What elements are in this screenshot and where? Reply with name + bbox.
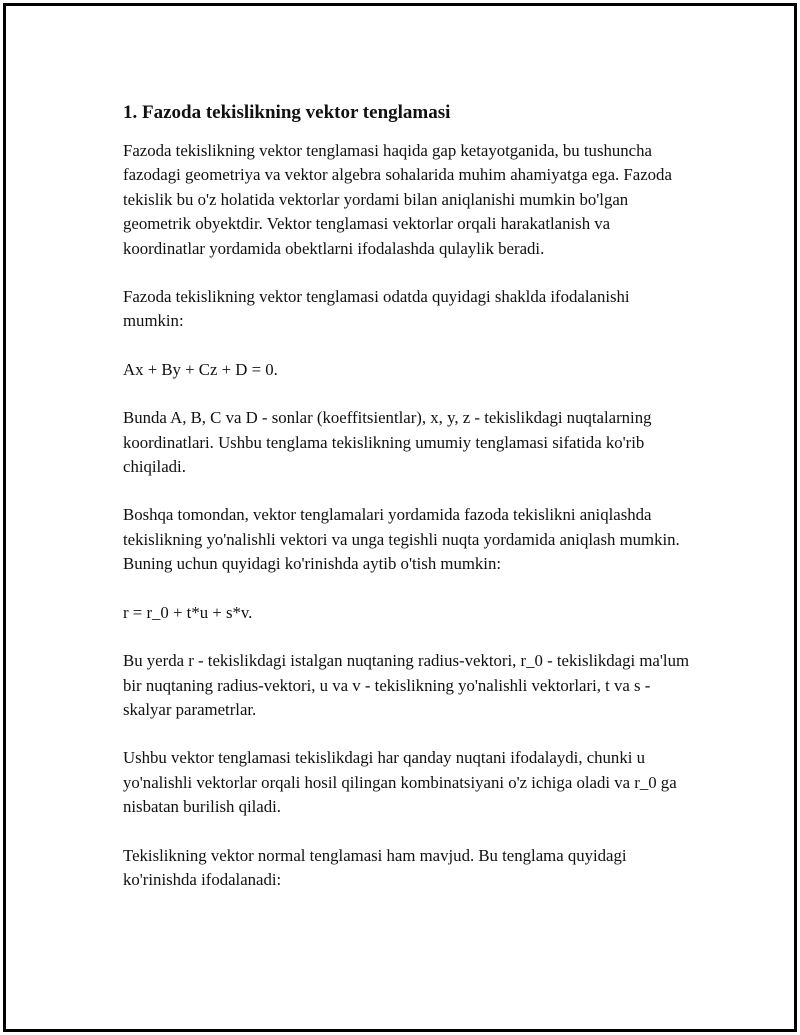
equation-general: Ax + By + Cz + D = 0. xyxy=(123,359,278,379)
section-heading: 1. Fazoda tekislikning vektor tenglamasi xyxy=(123,102,451,123)
equation-vector: r = r_0 + t*u + s*v. xyxy=(123,602,253,622)
paragraph-radius-vector: Bu yerda r - tekislikdagi istalgan nuqtaning radius-vektori, r_0 - tekislikdagi ma'lum bir nuqtaning radius-vektori, u va v - tekislikning yo'nalishli vektorlari, t va s - skalyar parametrlar. xyxy=(123,651,690,719)
document-body xyxy=(123,99,693,916)
paragraph-intro: Fazoda tekislikning vektor tenglamasi haqida gap ketayotganida, bu tushuncha fazodagi geometriya va vektor algebra sohalarida muhim ahamiyatga ega. Fazoda tekislik bu o'z holatida vektorlar yordami bilan aniqlanishi mumkin bo'lgan geometrik obyektdir. Vektor tenglamasi vektorlar orqali harakatlanish va koordinatlar yordamida obektlarni ifodalashda qulaylik beradi. xyxy=(123,141,672,258)
paragraph-combination: Ushbu vektor tenglamasi tekislikdagi har qanday nuqtani ifodalaydi, chunki u yo'nalishli vektorlar orqali hosil qilingan kombinatsiyani o'z ichiga oladi va r_0 ga nisbatan burilish qiladi. xyxy=(123,748,677,817)
paragraph-normal: Tekislikning vektor normal tenglamasi ham mavjud. Bu tenglama quyidagi ko'rinishda ifodalanadi: xyxy=(123,845,627,889)
paragraph-coefficients: Bunda A, B, C va D - sonlar (koeffitsientlar), x, y, z - tekislikdagi nuqtalarning koordinatlari. Ushbu tenglama tekislikning umumiy tenglamasi sifatida ko'rib chiqiladi. xyxy=(123,408,652,477)
paragraph-general-form: Fazoda tekislikning vektor tenglamasi odatda quyidagi shaklda ifodalanishi mumkin: xyxy=(123,287,630,331)
paragraph-direction-vectors: Boshqa tomondan, vektor tenglamalari yordamida fazoda tekislikni aniqlashda tekislikning yo'nalishli vektori va unga tegishli nuqta yordamida aniqlash mumkin. Buning uchun quyidagi ko'rinishda aytib o'tish mumkin: xyxy=(123,505,680,574)
page-frame xyxy=(3,3,797,1032)
